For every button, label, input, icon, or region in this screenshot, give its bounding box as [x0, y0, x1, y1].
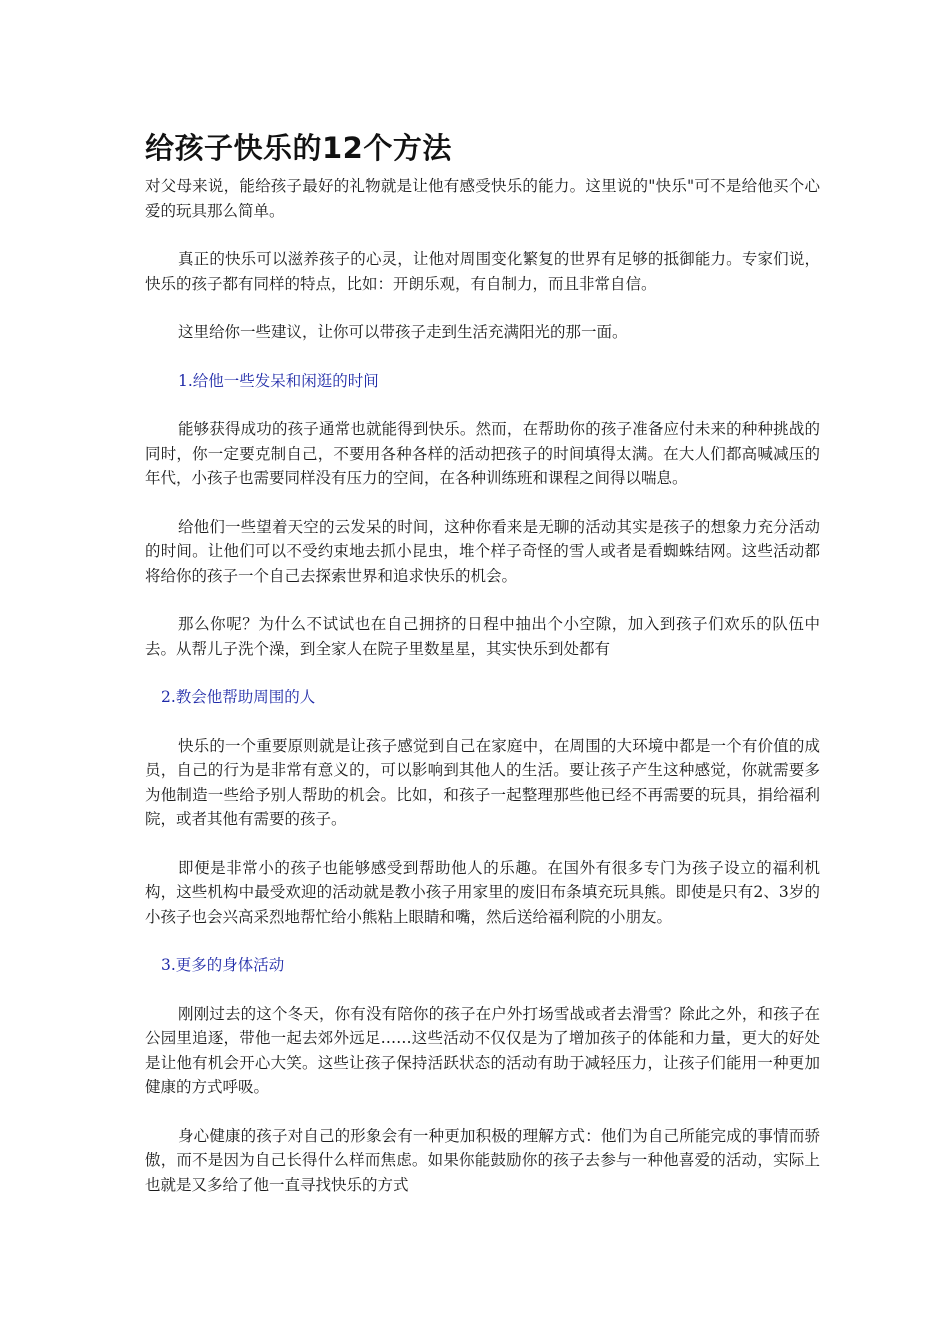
document-page	[145, 128, 820, 1221]
body-paragraph: 能够获得成功的孩子通常也就能得到快乐。然而，在帮助你的孩子准备应付未来的种种挑战的同时，你一定要克制自己，不要用各种各样的活动把孩子的时间填得太满。在大人们都高喊减压的年代，小孩子也需要同样没有压力的空间，在各种训练班和课程之间得以喘息。	[145, 420, 820, 487]
body-paragraph: 即便是非常小的孩子也能够感受到帮助他人的乐趣。在国外有很多专门为孩子设立的福利机构，这些机构中最受欢迎的活动就是教小孩子用家里的废旧布条填充玩具熊。即使是只有2、3岁的小孩子也会兴高采烈地帮忙给小熊粘上眼睛和嘴，然后送给福利院的小朋友。	[145, 858, 820, 926]
body-paragraph: 快乐的一个重要原则就是让孩子感觉到自己在家庭中，在周围的大环境中都是一个有价值的成员，自己的行为是非常有意义的，可以影响到其他人的生活。要让孩子产生这种感觉，你就需要多为他制造一些给予别人帮助的机会。比如，和孩子一起整理那些他已经不再需要的玩具，捐给福利院，或者其他有需要的孩子。	[145, 736, 820, 828]
body-paragraph: 刚刚过去的这个冬天，你有没有陪你的孩子在户外打场雪战或者去滑雪？除此之外，和孩子在公园里追逐，带他一起去郊外远足……这些活动不仅仅是为了增加孩子的体能和力量，更大的好处是让他有机会开心大笑。这些让孩子保持活跃状态的活动有助于减轻压力，让孩子们能用一种更加健康的方式呼吸。	[145, 1004, 820, 1096]
body-paragraph: 真正的快乐可以滋养孩子的心灵，让他对周围变化繁复的世界有足够的抵御能力。专家们说，快乐的孩子都有同样的特点，比如：开朗乐观，有自制力，而且非常自信。	[145, 250, 820, 293]
intro-paragraph: 对父母来说，能给孩子最好的礼物就是让他有感受快乐的能力。这里说的"快乐"可不是给他买个心爱的玩具那么简单。	[145, 177, 820, 220]
body-paragraph: 那么你呢？为什么不试试也在自己拥挤的日程中抽出个小空隙，加入到孩子们欢乐的队伍中去。从帮儿子洗个澡，到全家人在院子里数星星，其实快乐到处都有	[145, 615, 820, 658]
section-heading-1: 1.给他一些发呆和闲逛的时间	[178, 371, 379, 390]
body-paragraph: 给他们一些望着天空的云发呆的时间，这种你看来是无聊的活动其实是孩子的想象力充分活动的时间。让他们可以不受约束地去抓小昆虫，堆个样子奇怪的雪人或者是看蜘蛛结网。这些活动都将给你的孩子一个自己去探索世界和追求快乐的机会。	[145, 517, 820, 585]
document-title: 给孩子快乐的12个方法	[145, 131, 452, 165]
section-heading-2: 2.教会他帮助周围的人	[161, 688, 316, 706]
section-heading-3: 3.更多的身体活动	[161, 956, 285, 974]
body-paragraph: 这里给你一些建议，让你可以带孩子走到生活充满阳光的那一面。	[178, 323, 628, 341]
body-paragraph: 身心健康的孩子对自己的形象会有一种更加积极的理解方式：他们为自己所能完成的事情而骄傲，而不是因为自己长得什么样而焦虑。如果你能鼓励你的孩子去参与一种他喜爱的活动，实际上也就是又多给了他一直寻找快乐的方式	[145, 1126, 820, 1194]
